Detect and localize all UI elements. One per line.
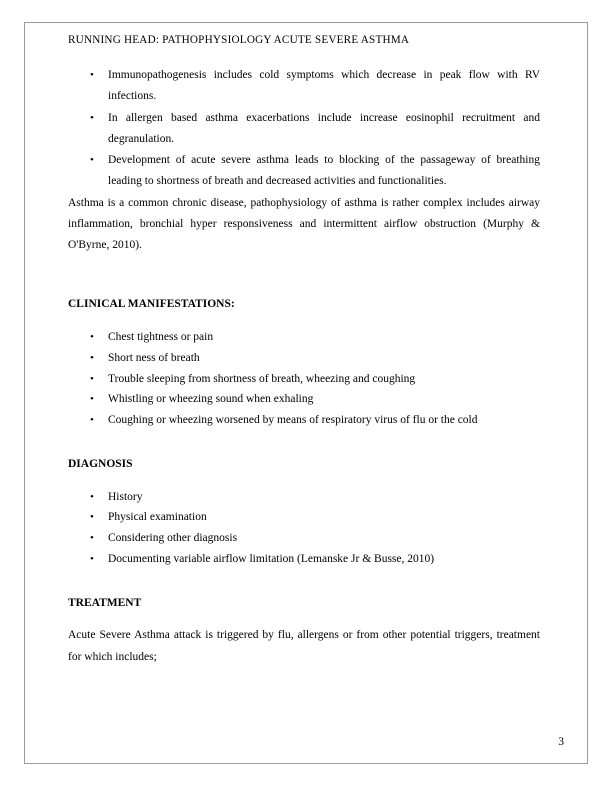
list-item: • Chest tightness or pain (68, 327, 540, 348)
list-item: • Considering other diagnosis (68, 528, 540, 549)
list-item: • History (68, 487, 540, 508)
clinical-manifestations-list (68, 327, 540, 432)
list-item: • Short ness of breath (68, 348, 540, 369)
list-item: • In allergen based asthma exacerbations include increase eosinophil recruitment and degranulation. (68, 108, 540, 151)
intro-paragraph: Asthma is a common chronic disease, pathophysiology of asthma is rather complex includes airway inflammation, bronchial hyper responsiveness and intermittent airflow obstruction (Murphy & O'Byrne, 2010). (68, 196, 540, 252)
list-item: • Immunopathogenesis includes cold symptoms which decrease in peak flow with RV infections. (68, 65, 540, 108)
list-item: • Physical examination (68, 507, 540, 528)
treatment-paragraph: Acute Severe Asthma attack is triggered by flu, allergens or from other potential triggers, treatment for which includes; (68, 629, 540, 663)
list-item: • Coughing or wheezing worsened by means of respiratory virus of flu or the cold (68, 410, 540, 431)
clinical-manifestations-heading: CLINICAL MANIFESTATIONS: (68, 298, 235, 311)
diagnosis-heading: DIAGNOSIS (68, 458, 133, 471)
list-item: • Development of acute severe asthma leads to blocking of the passageway of breathing leading to shortness of breath and decreased activities and functionalities. (68, 150, 540, 193)
list-item: • Whistling or wheezing sound when exhaling (68, 389, 540, 410)
diagnosis-list (68, 487, 540, 571)
treatment-heading: TREATMENT (68, 597, 142, 610)
list-item: • Trouble sleeping from shortness of breath, wheezing and coughing (68, 369, 540, 390)
page-number: 3 (558, 736, 564, 748)
list-item: • Documenting variable airflow limitation (Lemanske Jr & Busse, 2010) (68, 549, 540, 570)
intro-bullet-list (68, 65, 540, 193)
running-head: RUNNING HEAD: PATHOPHYSIOLOGY ACUTE SEVERE ASTHMA (68, 34, 410, 46)
page-content (68, 34, 540, 668)
